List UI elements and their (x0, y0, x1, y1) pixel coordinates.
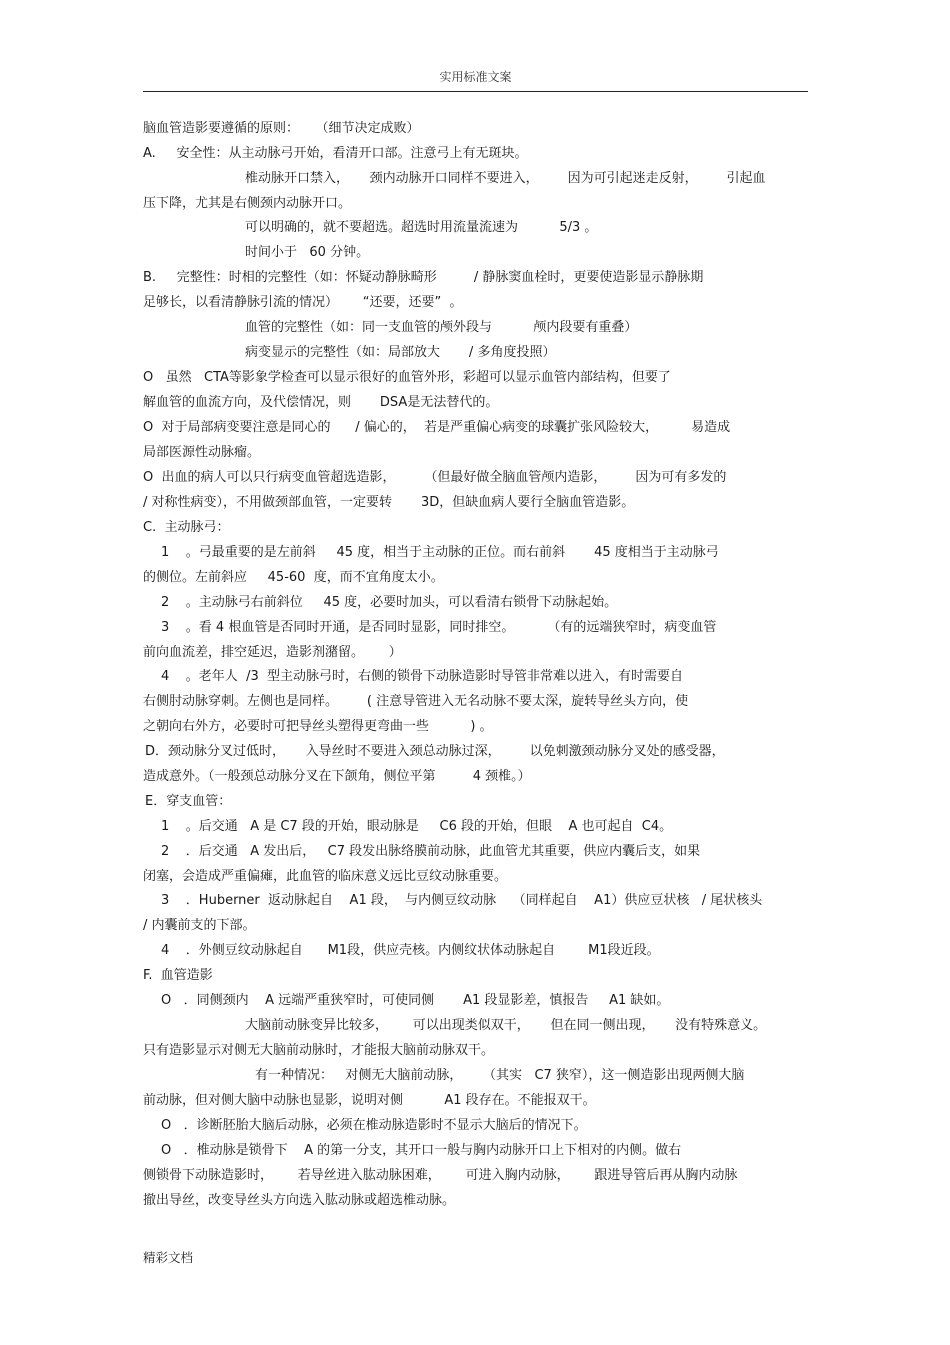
page-footer: 精彩文档 (143, 1250, 194, 1265)
body-line: 撤出导丝，改变导丝头方向选入肱动脉或超选椎动脉。 (143, 1193, 456, 1208)
body-line: 4 ．外侧豆纹动脉起自 M1段，供应壳核。内侧纹状体动脉起自 M1段近段。 (161, 943, 660, 958)
body-line: Ο ．同侧颈内 A 远端严重狭窄时，可使同侧 A1 段显影差，慎报告 A1 缺如。 (161, 993, 670, 1008)
body-line: Ο 虽然 CTA等影象学检查可以显示很好的血管外形，彩超可以显示血管内部结构，但要了 (143, 370, 671, 385)
body-line: 的侧位。左前斜应 45-60 度，而不宜角度太小。 (143, 570, 444, 585)
body-line: A. 安全性：从主动脉弓开始，看清开口部。注意弓上有无斑块。 (143, 146, 528, 161)
body-line: Ο 出血的病人可以只行病变血管超选造影， （但最好做全脑血管颅内造影， 因为可有多发的 (143, 470, 727, 485)
body-line: 解血管的血流方向，及代偿情况，则 DSA是无法替代的。 (143, 395, 499, 410)
body-line: B. 完整性：时相的完整性（如：怀疑动静脉畸形 / 静脉窦血栓时，更要使造影显示静脉期 (143, 270, 704, 285)
body-line: 有一种情况： 对侧无大脑前动脉， （其实 C7 狭窄），这一侧造影出现两侧大脑 (255, 1068, 745, 1083)
body-line: 闭塞，会造成严重偏瘫，此血管的临床意义远比豆纹动脉重要。 (143, 869, 508, 884)
body-line: 2 。主动脉弓右前斜位 45 度，必要时加头，可以看清右锁骨下动脉起始。 (161, 595, 618, 610)
body-line: 大脑前动脉变异比较多， 可以出现类似双干， 但在同一侧出现， 没有特殊意义。 (245, 1018, 767, 1033)
body-line: 1 。后交通 A 是 C7 段的开始，眼动脉是 C6 段的开始，但眼 A 也可起自 C4。 (161, 819, 673, 834)
body-line: 脑血管造影要遵循的原则： （细节决定成败） (143, 121, 420, 136)
body-line: E．穿支血管： (145, 794, 232, 809)
body-line: 只有造影显示对侧无大脑前动脉时，才能报大脑前动脉双干。 (143, 1043, 495, 1058)
body-line: 局部医源性动脉瘤。 (143, 445, 261, 460)
body-line: 前向血流差，排空延迟，造影剂潴留。 ） (143, 645, 402, 660)
body-line: 造成意外。（一般颈总动脉分叉在下颌角，侧位平第 4 颈椎。） (143, 769, 531, 784)
body-line: Ο ．诊断胚胎大脑后动脉，必须在椎动脉造影时不显示大脑后的情况下。 (161, 1118, 587, 1133)
body-line: 之朝向右外方，必要时可把导丝头塑得更弯曲一些 ) 。 (143, 719, 493, 734)
body-line: 可以明确的，就不要超选。超选时用流量流速为 5/3 。 (245, 220, 598, 235)
body-line: 足够长，以看清静脉引流的情况） “还要，还要” 。 (143, 295, 463, 310)
header-divider (143, 91, 808, 92)
body-line: C. 主动脉弓： (143, 520, 230, 535)
page-header: 实用标准文案 (439, 70, 512, 84)
body-line: 右侧肘动脉穿刺。左侧也是同样。 ( 注意导管进入无名动脉不要太深，旋转导丝头方向，使 (143, 694, 689, 709)
body-line: Ο ．椎动脉是锁骨下 A 的第一分支，其开口一般与胸内动脉开口上下相对的内侧。做右 (161, 1143, 682, 1158)
body-line: 3 ．Huberner 返动脉起自 A1 段， 与内侧豆纹动脉 （同样起自 A1）供应豆状核 / 尾状核头 (161, 893, 763, 908)
body-line: 2 ．后交通 A 发出后， C7 段发出脉络膜前动脉，此血管尤其重要，供应内囊后支，如果 (161, 844, 701, 859)
body-line: F. 血管造影 (143, 968, 213, 983)
body-line: 压下降，尤其是右侧颈内动脉开口。 (143, 196, 352, 211)
body-line: 4 。老年人 /3 型主动脉弓时，右侧的锁骨下动脉造影时导管非常难以进入，有时需要自 (161, 669, 683, 684)
body-line: Ο 对于局部病变要注意是同心的 / 偏心的， 若是严重偏心病变的球囊扩张风险较大， 易造成 (143, 420, 731, 435)
body-line: 时间小于 60 分钟。 (245, 245, 370, 260)
body-line: / 对称性病变），不用做颈部血管，一定要转 3D，但缺血病人要行全脑血管造影。 (143, 495, 635, 510)
body-line: 血管的完整性（如：同一支血管的颅外段与 颅内段要有重叠） (245, 320, 638, 335)
body-line: 前动脉，但对侧大脑中动脉也显影，说明对侧 A1 段存在。不能报双干。 (143, 1093, 596, 1108)
body-line: D．颈动脉分叉过低时， 入导丝时不要进入颈总动脉过深， 以免刺激颈动脉分叉处的感受器， (145, 744, 725, 759)
body-line: / 内囊前支的下部。 (143, 918, 256, 933)
body-line: 3 。看 4 根血管是否同时开通，是否同时显影，同时排空。 （有的远端狭窄时，病变血管 (161, 620, 717, 635)
body-line: 病变显示的完整性（如：局部放大 / 多角度投照） (245, 345, 556, 360)
body-line: 侧锁骨下动脉造影时， 若导丝进入肱动脉困难， 可进入胸内动脉， 跟进导管后再从胸内动脉 (143, 1168, 738, 1183)
body-line: 椎动脉开口禁入， 颈内动脉开口同样不要进入， 因为可引起迷走反射， 引起血 (245, 171, 766, 186)
body-line: 1 。弓最重要的是左前斜 45 度，相当于主动脉的正位。而右前斜 45 度相当于主动脉弓 (161, 545, 719, 560)
